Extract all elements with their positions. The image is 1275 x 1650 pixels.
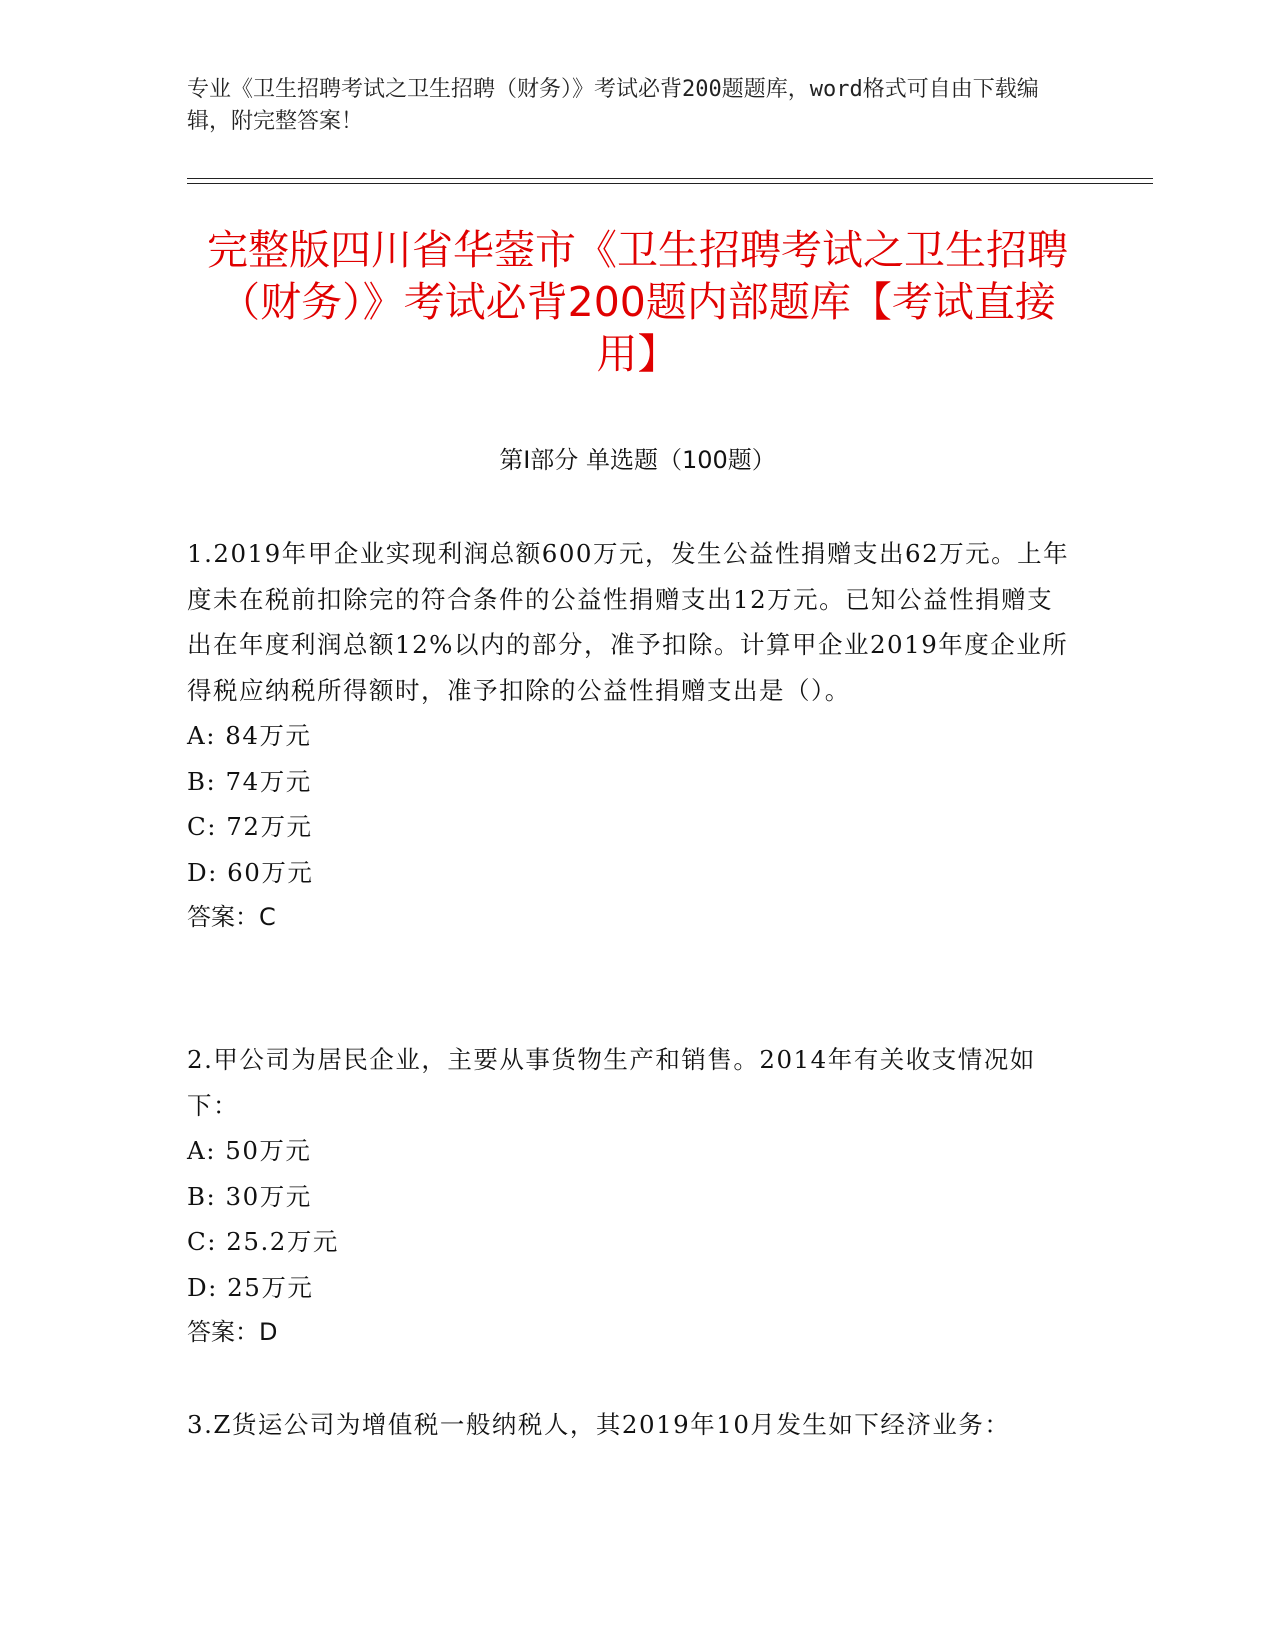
option-c: C: 25.2万元 bbox=[187, 1227, 339, 1256]
question-stem: 1.2019年甲企业实现利润总额600万元，发生公益性捐赠支出62万元。上年度未在税前扣除完的符合条件的公益性捐赠支出12万元。已知公益性捐赠支出在年度利润总额12%以内的部分，准予扣除。计算甲企业2019年度企业所得税应纳税所得额时，准予扣除的公益性捐赠支出是（）。 bbox=[187, 539, 1070, 705]
question-3 bbox=[187, 1402, 1077, 1448]
option-b: B: 74万元 bbox=[187, 766, 312, 796]
document-title: 完整版四川省华蓥市《卫生招聘考试之卫生招聘（财务）》考试必背200题内部题库【考试直接用】 bbox=[207, 226, 1068, 378]
header-divider-top bbox=[187, 178, 1153, 179]
option-b: B: 30万元 bbox=[187, 1181, 312, 1211]
question-stem: 2.甲公司为居民企业，主要从事货物生产和销售。2014年有关收支情况如下： bbox=[187, 1045, 1036, 1120]
header-note: 专业《卫生招聘考试之卫生招聘（财务）》考试必背200题题库，word格式可自由下载编辑，附完整答案！ bbox=[187, 77, 1039, 134]
answer-line: 答案：C bbox=[187, 903, 276, 931]
question-2 bbox=[187, 1037, 1077, 1356]
option-d: D: 25万元 bbox=[187, 1272, 314, 1302]
answer-line: 答案：D bbox=[187, 1318, 278, 1346]
option-c: C: 72万元 bbox=[187, 812, 313, 841]
option-a: A: 50万元 bbox=[187, 1136, 312, 1165]
option-a: A: 84万元 bbox=[187, 721, 312, 750]
question-1 bbox=[187, 531, 1077, 941]
header-divider-bottom bbox=[187, 183, 1153, 184]
section-heading: 第I部分 单选题（100题） bbox=[499, 446, 776, 474]
option-d: D: 60万元 bbox=[187, 857, 314, 887]
question-stem: 3.Z货运公司为增值税一般纳税人，其2019年10月发生如下经济业务： bbox=[187, 1410, 1011, 1439]
